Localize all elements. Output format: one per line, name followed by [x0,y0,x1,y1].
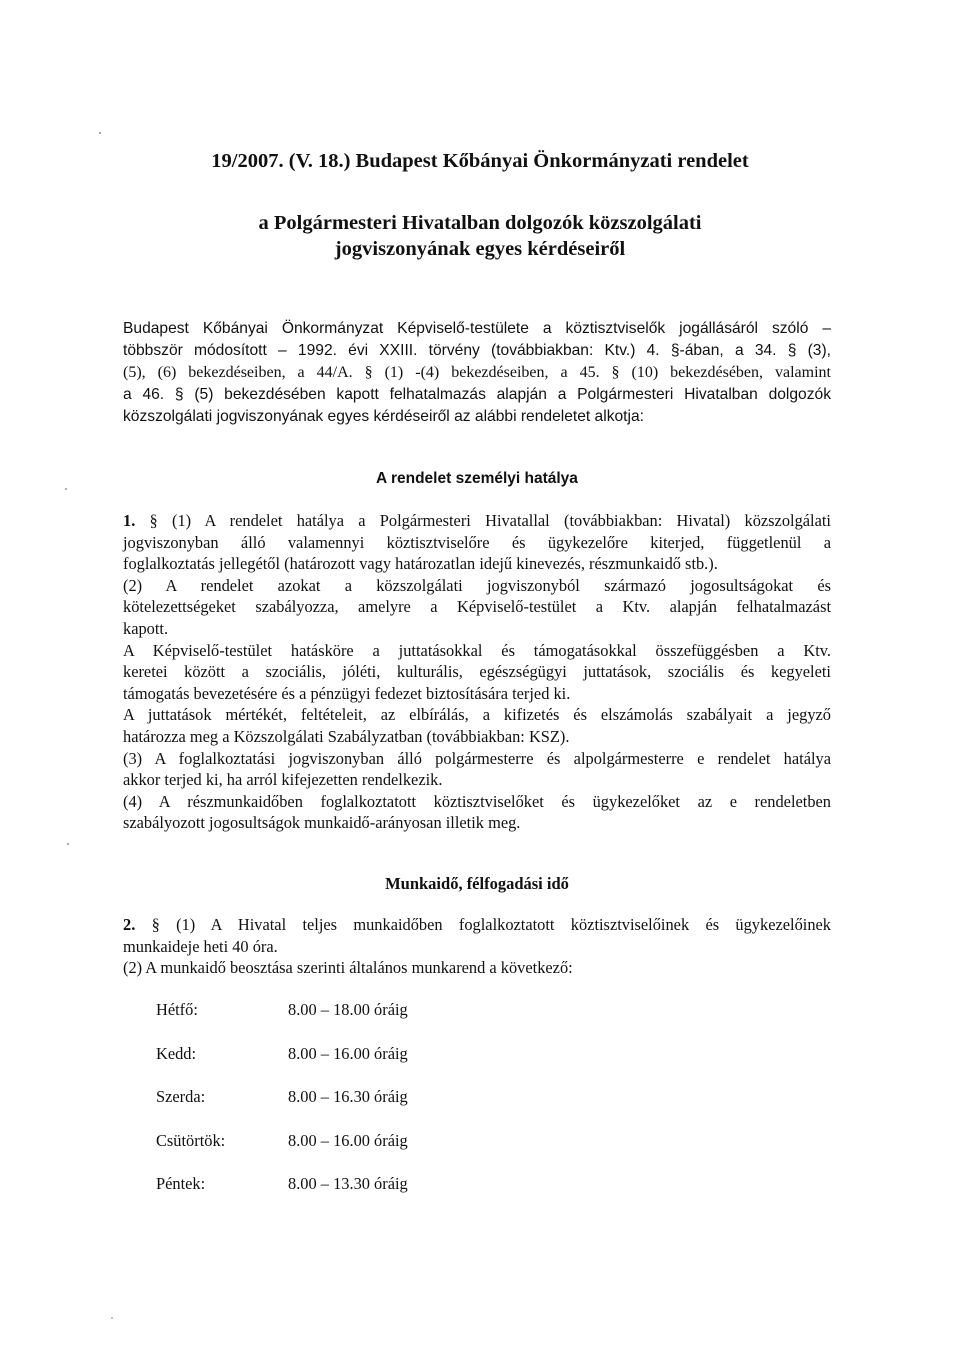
schedule-row [156,1131,556,1175]
section-1-body [123,510,831,834]
schedule-day: Hétfő: [156,1000,198,1019]
preamble-line: közszolgálati jogviszonyának egyes kérdéseiről az alábbi rendeletet alkotja: [123,408,644,425]
schedule-hours: 8.00 – 16.30 óráig [288,1087,408,1106]
paragraph-line: jogviszonyban álló valamennyi köztisztviselőre és ügykezelőre kiterjed, függetlenül a [123,532,831,552]
section-number: 2. [123,915,136,934]
section-heading-working-hours: Munkaidő, félfogadási idő [385,874,569,893]
paragraph-line: (4) A részmunkaidőben foglalkoztatott köztisztviselőket és ügykezelőket az e rendeletben [123,791,831,811]
section-1-first-line: § (1) A rendelet hatálya a Polgármesteri Hivatallal (továbbiakban: Hivatal) közszolgálati [135,511,831,530]
schedule-day: Szerda: [156,1087,206,1106]
preamble-line: többször módosított – 1992. évi XXIII. törvény (továbbiakban: Ktv.) 4. §-ában, a 34. § (3), [123,342,831,359]
schedule-hours: 8.00 – 13.30 óráig [288,1174,408,1193]
schedule-row [156,1087,556,1131]
paragraph-line: kapott. [123,618,169,638]
schedule-row [156,1044,556,1088]
paragraph-line: kötelezettségeket szabályozza, amelyre a Képviselő-testület a Ktv. alapján felhatalmazást [123,597,831,617]
schedule-hours: 8.00 – 16.00 óráig [288,1130,408,1150]
section-heading-personal-scope: A rendelet személyi hatálya [376,470,578,487]
paragraph-line: (2) A munkaidő beosztása szerinti általános munkarend a következő: [123,958,573,978]
paragraph-line: munkaideje heti 40 óra. [123,936,278,956]
schedule-day: Kedd: [156,1043,197,1063]
schedule-day: Csütörtök: [156,1130,226,1150]
preamble-line: Budapest Kőbányai Önkormányzat Képviselő-testülete a köztisztviselők jogállásáról szóló – [123,320,831,337]
paragraph-line [123,510,831,532]
section-2-body [123,914,831,979]
paragraph-line: keretei között a szociális, jóléti, kulturális, egészségügyi juttatások, szociális és kegyeleti [123,662,831,682]
scan-speck [65,488,67,490]
paragraph-line: A Képviselő-testület hatásköre a juttatásokkal és támogatásokkal összefüggésben a Ktv. [123,640,831,660]
section-2-first-line: § (1) A Hivatal teljes munkaidőben foglalkoztatott köztisztviselőinek és ügykezelőinek [135,915,831,934]
paragraph-line: (3) A foglalkoztatási jogviszonyban álló polgármesterre és alpolgármesterre e rendelet hatálya [123,748,831,768]
preamble [123,318,831,428]
paragraph-line: A juttatások mértékét, feltételeit, az elbírálás, a kifizetés és elszámolás szabályait a jegyző [123,705,831,725]
schedule-hours: 8.00 – 18.00 óráig [288,1000,408,1019]
paragraph-line: szabályozott jogosultságok munkaidő-arányosan illetik meg. [123,813,521,833]
scan-speck [111,1317,113,1319]
scan-speck [99,132,101,134]
paragraph-line: foglalkoztatás jellegétől (határozott vagy határozatlan idejű kinevezés, részmunkaidő stb.). [123,554,718,574]
paragraph-line: (2) A rendelet azokat a közszolgálati jogviszonyból származó jogosultságokat és [123,575,831,595]
preamble-line: (5), (6) bekezdéseiben, a 44/A. § (1) -(4) bekezdéseiben, a 45. § (10) bekezdésében, valamint [123,364,831,381]
scan-speck [67,843,69,845]
schedule-row [156,1000,556,1044]
paragraph-line: határozza meg a Közszolgálati Szabályzatban (továbbiakban: KSZ). [123,726,570,746]
paragraph-line [123,914,831,936]
regulation-number-title: 19/2007. (V. 18.) Budapest Kőbányai Önkormányzati rendelet [211,150,749,172]
regulation-subject-line-2: jogviszonyának egyes kérdéseiről [334,238,626,260]
section-number: 1. [123,511,136,530]
work-schedule-table [156,1000,556,1218]
schedule-row [156,1174,556,1218]
preamble-line: a 46. § (5) bekezdésében kapott felhatalmazás alapján a Polgármesteri Hivatalban dolgozók [123,386,831,403]
regulation-subject-line-1: a Polgármesteri Hivatalban dolgozók közszolgálati [258,212,702,234]
schedule-hours: 8.00 – 16.00 óráig [288,1043,408,1063]
paragraph-line: akkor terjed ki, ha arról kifejezetten rendelkezik. [123,770,443,790]
paragraph-line: támogatás bevezetésére és a pénzügyi fedezet biztosítására terjed ki. [123,683,571,703]
schedule-day: Péntek: [156,1174,206,1193]
